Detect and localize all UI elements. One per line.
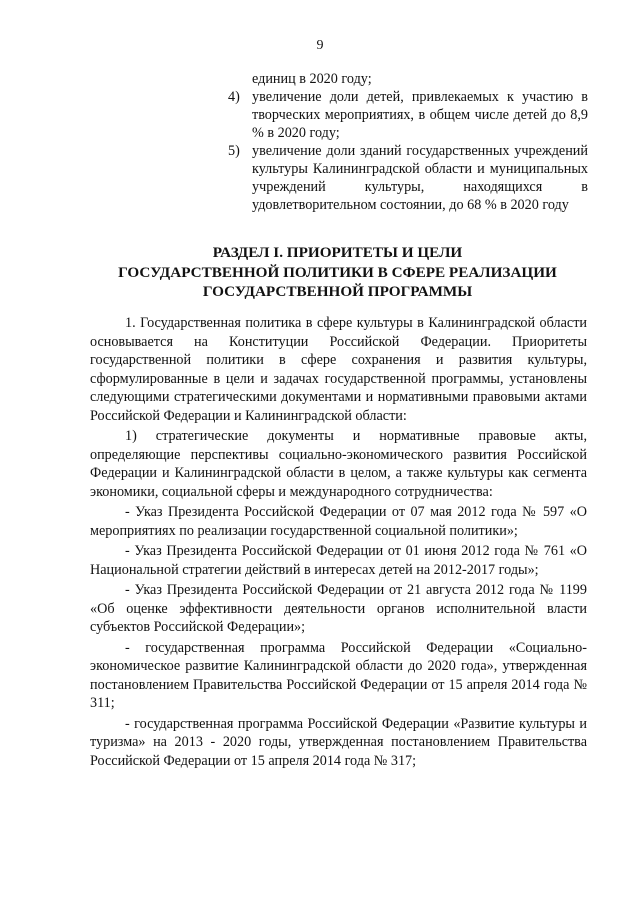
list-item-number: 4) xyxy=(228,89,240,105)
bullet-paragraph: - Указ Президента Российской Федерации от 07 мая 2012 года № 597 «О мероприятиях по реализации государственной социальной политики»; xyxy=(90,504,587,539)
list-item-number: 5) xyxy=(228,143,240,159)
page-number: 9 xyxy=(316,38,324,53)
heading-line-2: ГОСУДАРСТВЕННОЙ ПОЛИТИКИ В СФЕРЕ РЕАЛИЗАЦИИ xyxy=(118,263,557,281)
bullet-paragraph: - Указ Президента Российской Федерации от 21 августа 2012 года № 1199 «Об оценке эффективности деятельности органов исполнительной власти субъектов Российской Федерации»; xyxy=(90,582,587,635)
heading-line-3: ГОСУДАРСТВЕННОЙ ПРОГРАММЫ xyxy=(202,283,473,300)
body-text xyxy=(90,314,587,772)
list-item-4 xyxy=(228,88,588,142)
bullet-paragraph: - государственная программа Российской Федерации «Развитие культуры и туризма» на 2013 - 2020 годы, утвержденная постановлением Правительства Российской Федерации от 15 апреля 2014 года № 317; xyxy=(90,715,587,769)
list-item-text: увеличение доли детей, привлекаемых к участию в творческих мероприятиях, в общем числе детей до 8,9 % в 2020 году; xyxy=(252,89,588,141)
heading-line-1: РАЗДЕЛ I. ПРИОРИТЕТЫ И ЦЕЛИ xyxy=(212,244,463,261)
list-continuation: единиц в 2020 году; xyxy=(252,71,372,87)
list-item-5 xyxy=(228,142,588,214)
paragraph: 1. Государственная политика в сфере культуры в Калининградской области основывается на Конституции Российской Федерации. Приоритеты государственной политики в сфере сохранения и развития культуры, сформулированные в цели и задачах государственной программы, установлены следующими стратегическими документами и нормативными правовыми актами Российской Федерации и Калининградской области: xyxy=(90,315,587,424)
bullet-paragraph: - Указ Президента Российской Федерации от 01 июня 2012 года № 761 «О Национальной стратегии действий в интересах детей на 2012-2017 годы»; xyxy=(90,543,587,578)
bullet-paragraph: - государственная программа Российской Федерации «Социально-экономическое развитие Калининградской области до 2020 года», утвержденная постановлением Правительства Российской Федерации от 15 апреля 2014 года № 311; xyxy=(90,639,587,711)
paragraph: 1) стратегические документы и нормативные правовые акты, определяющие перспективы социально-экономического развития Российской Федерации и Калининградской области в целом, а также культуры как сегмента экономики, социальной сферы и международного сотрудничества: xyxy=(90,428,587,500)
section-heading xyxy=(90,243,585,302)
list-item-text: увеличение доли зданий государственных учреждений культуры Калининградской области и муниципальных учреждений культуры, находящихся в удовлетворительном состоянии, до 68 % в 2020 году xyxy=(252,143,588,213)
